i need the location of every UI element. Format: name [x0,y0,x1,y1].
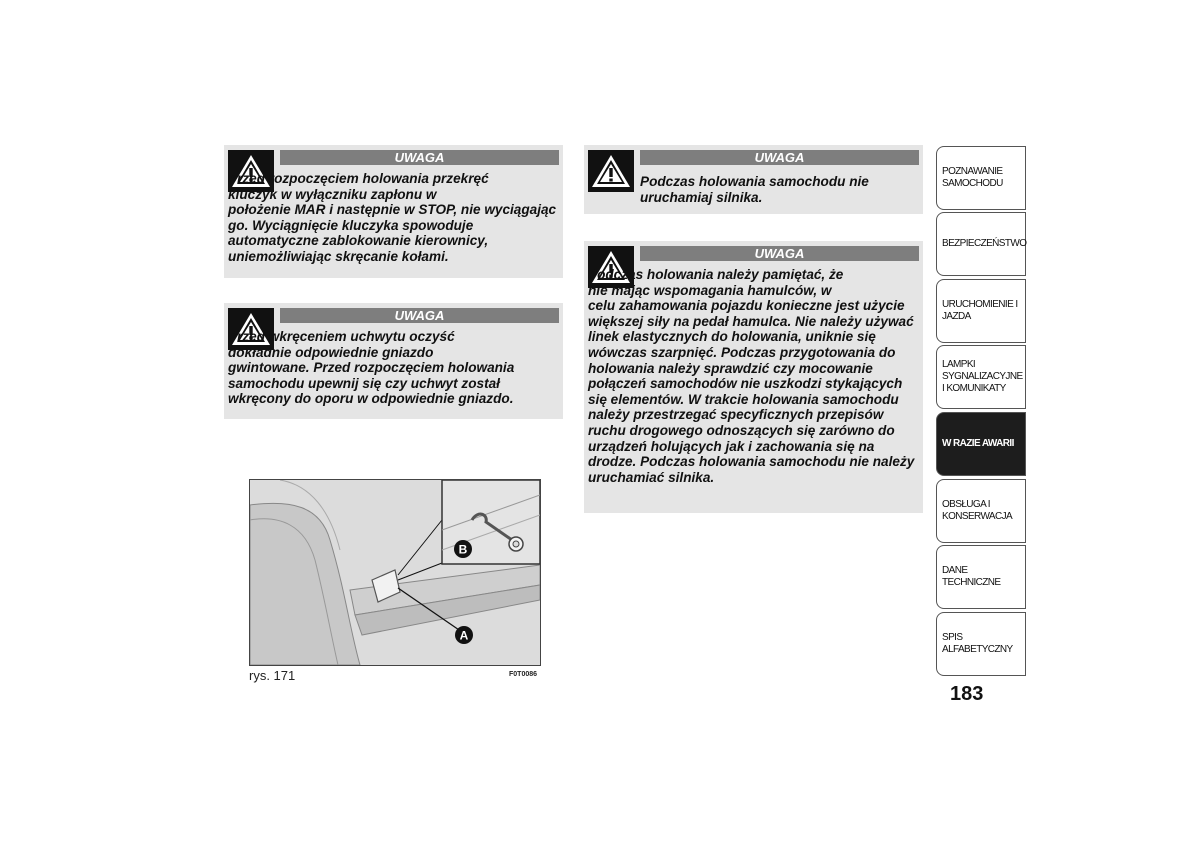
tab-label: BEZPIECZEŃSTWO [942,238,1027,249]
sidebar-tab-awarii[interactable] [936,412,1026,476]
sidebar-tab-spis[interactable] [936,612,1026,676]
warning-text: Przed wkręceniem uchwytu oczyść dokładnie odpowiednie gniazdo gwintowane. Przed rozpoczęciem holowania samochodu upewnij się czy uchwyt został wkręcony do oporu w odpowiednie gniazdo. [228,329,515,407]
sidebar-tab-dane[interactable] [936,545,1026,609]
tab-label: DANE TECHNICZNE [942,565,1001,588]
warning-box-2 [224,303,563,419]
tab-label: URUCHOMIENIE I JAZDA [942,299,1018,322]
warning-heading: UWAGA [640,246,919,261]
tab-label: LAMPKI SYGNALIZACYJNE I KOMUNIKATY [942,359,1023,394]
label-b: B [458,542,468,557]
figure-code: F0T0086 [509,671,538,678]
warning-box-4 [584,241,923,513]
warning-text: Podczas holowania samochodu nie uruchamiaj silnika. [640,174,869,205]
warning-box-1 [224,145,563,278]
towing-eye-illustration [250,480,540,665]
sidebar-tab-uruchomienie[interactable] [936,279,1026,343]
tab-label: SPIS ALFABETYCZNY [942,632,1013,655]
warning-box-3 [584,145,923,214]
tab-label: POZNAWANIE SAMOCHODU [942,166,1003,189]
tab-label: OBSŁUGA I KONSERWACJA [942,499,1013,522]
towing-figure [249,479,541,666]
warning-text: Podczas holowania należy pamiętać, że nie mając wspomagania hamulców, w celu zahamowania pojazdu konieczne jest użycie większej siły na pedał hamulca. Nie należy używać linek elastycznych do holowania, uniknie się wówczas szarpnięć. Podczas przygotowania do holowania należy sprawdzić czy mocowanie połączeń samochodów nie uszkodzi stykających się elementów. W trakcie holowania samochodu należy przestrzegać specyficznych przepisów ruchu drogowego odnoszących się zarówno do urządzeń holujących jak i zachowania się na drodze. Podczas holowania samochodu nie należy uruchamiać silnika. [588,267,915,485]
sidebar-tab-bezpieczenstwo[interactable] [936,212,1026,276]
warning-heading: UWAGA [280,150,559,165]
warning-triangle-icon [588,150,634,192]
sidebar-tab-poznawanie[interactable] [936,146,1026,210]
warning-heading: UWAGA [280,308,559,323]
warning-heading: UWAGA [640,150,919,165]
tab-label: W RAZIE AWARII [942,438,1014,449]
warning-text: Przed rozpoczęciem holowania przekręć kluczyk w wyłączniku zapłonu w położenie MAR i następnie w STOP, nie wyciągając go. Wyciągnięcie kluczyka spowoduje automatyczne zablokowanie kierownicy, uniemożliwiając skręcanie kołami. [228,171,557,264]
label-a: A [459,628,469,643]
sidebar-tab-obsluga[interactable] [936,479,1026,543]
page-number: 183 [950,683,984,705]
figure-caption: rys. 171 [249,668,296,683]
sidebar-tab-lampki[interactable] [936,345,1026,409]
